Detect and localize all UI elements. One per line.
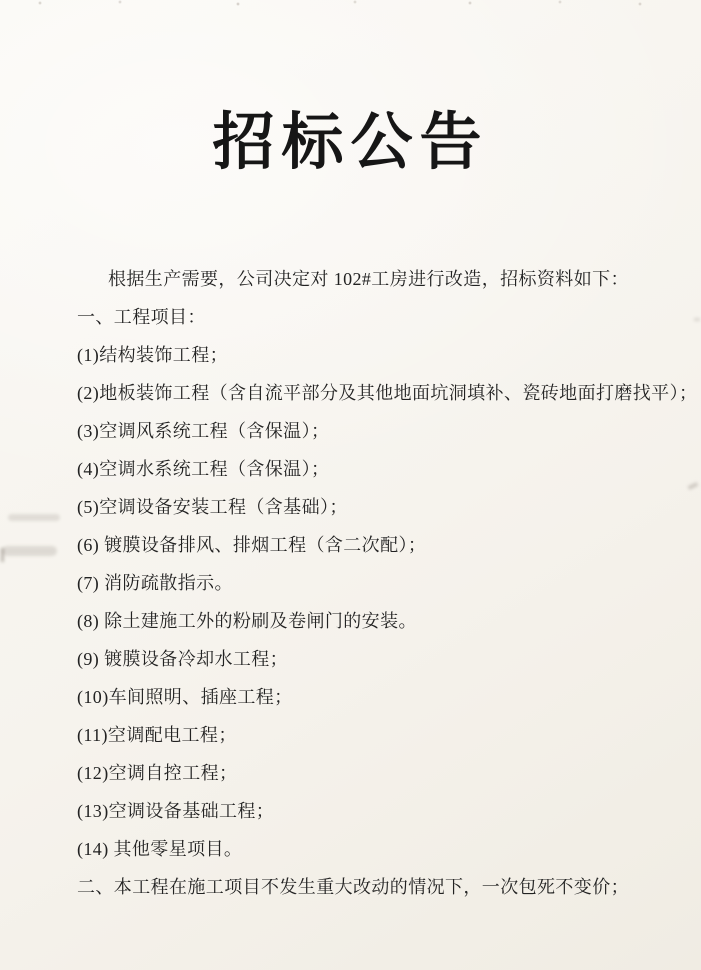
- list-item: (13)空调设备基础工程；: [77, 801, 275, 821]
- list-item: (2)地板装饰工程（含自流平部分及其他地面坑洞填补、瓷砖地面打磨找平）；: [77, 383, 698, 403]
- scan-smudge: [1, 548, 4, 562]
- list-item: (12)空调自控工程；: [77, 763, 238, 783]
- scan-noise-band: [0, 0, 701, 10]
- list-item: (7) 消防疏散指示。: [77, 573, 233, 593]
- scan-smudge: [8, 514, 60, 521]
- scan-smudge: [694, 318, 700, 321]
- list-item: (9) 镀膜设备冷却水工程；: [77, 649, 289, 669]
- list-item: (1)结构装饰工程；: [77, 345, 228, 365]
- list-item: (10)车间照明、插座工程；: [77, 687, 293, 707]
- intro-paragraph: 根据生产需要，公司决定对 102#工房进行改造，招标资料如下：: [108, 269, 629, 289]
- scan-smudge: [2, 546, 57, 556]
- list-item: (8) 除土建施工外的粉刷及卷闸门的安装。: [77, 611, 417, 631]
- list-item: (6) 镀膜设备排风、排烟工程（含二次配）；: [77, 535, 427, 555]
- scan-smudge: [688, 482, 699, 490]
- section-one-heading: 一、工程项目：: [77, 307, 206, 327]
- list-item: (11)空调配电工程；: [77, 725, 237, 745]
- list-item: (3)空调风系统工程（含保温）；: [77, 421, 330, 441]
- section-two-line: 二、本工程在施工项目不发生重大改动的情况下，一次包死不变价；: [77, 877, 629, 897]
- list-item: (14) 其他零星项目。: [77, 839, 243, 859]
- document-title: 招标公告: [212, 109, 489, 177]
- list-item: (4)空调水系统工程（含保温）；: [77, 459, 330, 479]
- list-item: (5)空调设备安装工程（含基础）；: [77, 497, 348, 517]
- document-body: [77, 260, 698, 906]
